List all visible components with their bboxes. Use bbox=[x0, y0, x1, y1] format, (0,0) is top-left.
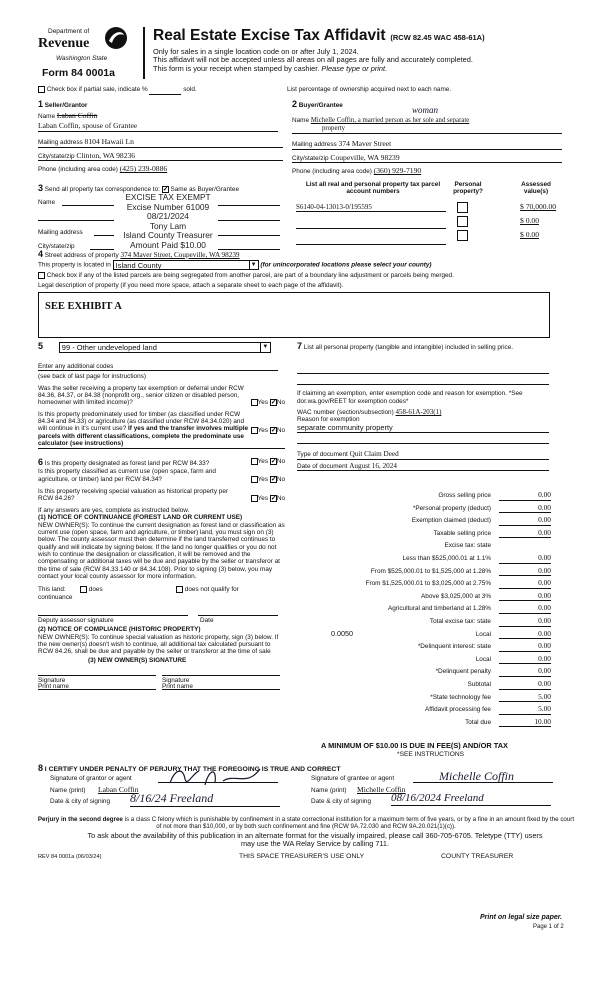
grantee-date-label: Date & city of signing bbox=[311, 798, 372, 805]
calc-label: Subtotal bbox=[467, 681, 491, 688]
calc-value[interactable]: 0.00 bbox=[499, 680, 551, 690]
buyer-name-field[interactable]: Michelle Coffin, a married person as her sole and separate bbox=[310, 117, 470, 125]
chevron-down-icon[interactable]: ▼ bbox=[249, 261, 258, 270]
historic-no-checkbox[interactable] bbox=[270, 495, 277, 502]
calc-label: Less than $525,000.01 at 1.1% bbox=[402, 555, 491, 562]
calc-label: Total excise tax: state bbox=[429, 618, 491, 625]
buyer-name-line2-row bbox=[292, 125, 562, 134]
calc-value[interactable]: 0.00 bbox=[499, 504, 551, 514]
buyer-phone-row bbox=[292, 167, 562, 176]
grantee-date-field[interactable]: 08/16/2024 Freeland bbox=[391, 792, 551, 806]
revenue-swoosh-icon bbox=[104, 25, 128, 51]
calc-label: Above $3,025,000 at 3% bbox=[421, 592, 491, 600]
grantor-sig-row bbox=[50, 775, 290, 787]
q-timber-text: Is this property predominately used for timber (as classified under RCW 84.34 and 84.33) or agriculture (as classified under RCW 84.34.020) and will continue in it's current use? bbox=[38, 410, 245, 433]
q-forest-answers bbox=[251, 458, 285, 466]
calc-row bbox=[297, 655, 551, 668]
seller-city-row bbox=[38, 152, 283, 162]
corr-mailing-label: Mailing address bbox=[38, 229, 83, 236]
corr-blank-line[interactable] bbox=[38, 220, 114, 221]
same-as-buyer-label: Same as Buyer/Grantee bbox=[170, 186, 240, 193]
ownership-pct-note: List percentage of ownership acquired next to each name. bbox=[287, 86, 452, 93]
parcel-number: S6140-04-13013-0/195595 bbox=[296, 203, 372, 211]
q2-yes-checkbox[interactable] bbox=[251, 427, 258, 434]
calc-row bbox=[297, 567, 551, 580]
codes-sub: (see back of last page for instructions) bbox=[38, 373, 146, 381]
buyer-mailing-label: Mailing address bbox=[292, 140, 337, 148]
use-code-row bbox=[38, 341, 285, 353]
notice3-title: (3) NEW OWNER(S) SIGNATURE bbox=[88, 656, 187, 664]
buyer-name-line2[interactable]: property bbox=[322, 125, 346, 133]
calc-row bbox=[297, 680, 551, 693]
deputy-date-label: Date bbox=[200, 617, 214, 625]
calc-value[interactable]: 0.00 bbox=[499, 579, 551, 589]
perjury-bold: Perjury in the second degree bbox=[37, 816, 123, 823]
dept-line1: Department of bbox=[48, 28, 90, 35]
calc-row bbox=[297, 617, 551, 630]
seller-mailing-field[interactable]: 8104 Hawaii Ln bbox=[84, 136, 134, 146]
no-label: No bbox=[276, 426, 285, 434]
grantor-date-row bbox=[50, 791, 290, 811]
personal-property-checkbox[interactable] bbox=[457, 202, 468, 213]
form-number: Form 84 0001a bbox=[42, 67, 115, 79]
codes-label: Enter any additional codes bbox=[38, 362, 114, 370]
this-land-label: This land: bbox=[38, 586, 66, 594]
q-timber-ag bbox=[38, 411, 285, 450]
header-line3 bbox=[153, 65, 573, 74]
calc-value[interactable]: 0.00 bbox=[499, 604, 551, 614]
grantee-signature-block bbox=[311, 769, 561, 811]
doc-type-label: Type of document bbox=[297, 451, 348, 459]
local-rate: 0.0050 bbox=[331, 628, 353, 638]
new-owner-sig-row bbox=[38, 664, 285, 692]
see-instructions: *SEE INSTRUCTIONS bbox=[397, 751, 465, 758]
calc-row bbox=[297, 592, 551, 605]
calc-value[interactable]: 0.00 bbox=[499, 655, 551, 665]
codes-row[interactable] bbox=[38, 363, 278, 371]
q-exemption-answers bbox=[251, 399, 285, 407]
calc-label: Affidavit processing fee bbox=[425, 706, 491, 714]
perjury-text: is a class C felony which is punishable by confinement in a state correctional institution for a maximum term of five years, or by a fine in an amount fixed by the court of not more than $10,000, or by both such confinement and fine (RCW 9A.72.030 and RCW 9A.20.021(1)(c)). bbox=[122, 816, 575, 831]
stamp-line5: Island County Treasurer bbox=[123, 230, 213, 241]
certify-statement: I CERTIFY UNDER PENALTY OF PERJURY THAT THE FOREGOING IS TRUE AND CORRECT bbox=[44, 766, 341, 773]
legal-description-box[interactable] bbox=[38, 292, 550, 338]
page-number: Page 1 of 2 bbox=[533, 924, 564, 930]
grantee-name-label: Name (print) bbox=[311, 787, 347, 794]
page-title: Real Estate Excise Tax Affidavit bbox=[153, 27, 386, 44]
buyer-section bbox=[292, 99, 562, 176]
no-label: No bbox=[276, 495, 285, 503]
seller-name-label: Name bbox=[38, 113, 56, 121]
seller-city-label: City/state/zip bbox=[38, 152, 75, 160]
street-label: Street address of property bbox=[44, 252, 119, 259]
yes-label: Yes bbox=[257, 458, 269, 466]
personal-property-line-2[interactable] bbox=[297, 384, 549, 385]
doc-date-row bbox=[297, 462, 549, 471]
deputy-date-line[interactable] bbox=[198, 615, 278, 616]
buyer-heading-label: Buyer/Grantee bbox=[298, 102, 343, 109]
continuance-label: continuance bbox=[38, 594, 73, 602]
legal-description-value: SEE EXHIBIT A bbox=[45, 301, 122, 313]
correspondence-num: 3 bbox=[38, 183, 44, 193]
deputy-sig-row bbox=[38, 604, 285, 626]
q-forest-land bbox=[38, 457, 285, 467]
calc-label: Excise tax: state bbox=[444, 542, 491, 550]
parcel-col1-header: List all real and personal property tax parcel account numbers bbox=[305, 181, 441, 196]
county-select-value: Island County bbox=[115, 261, 162, 271]
calc-row bbox=[297, 642, 551, 655]
revenue-logo bbox=[38, 25, 138, 83]
notice1-title: (1) NOTICE OF CONTINUANCE (FOREST LAND OR CURRENT USE) bbox=[38, 514, 243, 522]
calc-value[interactable]: 0.00 bbox=[499, 617, 551, 627]
buyer-city-field[interactable]: Coupeville, WA 98239 bbox=[330, 152, 400, 162]
calc-row bbox=[297, 705, 551, 718]
exempt-stamp bbox=[118, 193, 218, 251]
q-timber-bold: If yes and the transfer involves multiple parcels with different classifications, complete the predominate use calculator (see instructions) bbox=[38, 425, 249, 448]
grantor-date-label: Date & city of signing bbox=[50, 798, 111, 805]
q-current-use-text: Is this property classified as current use (open space, farm and agriculture, or timber) land per RCW 84.34? bbox=[38, 468, 216, 483]
calc-label: Local bbox=[475, 630, 491, 638]
segregated-checkbox[interactable] bbox=[38, 272, 45, 279]
calc-row bbox=[297, 504, 551, 517]
calc-value[interactable]: 5.00 bbox=[499, 693, 551, 703]
calc-value[interactable]: 0.00 bbox=[499, 491, 551, 501]
segregated-label: Check box if any of the listed parcels are being segregated from another parcel, are part of a boundary line adjustment or parcels being merged. bbox=[46, 272, 454, 280]
form-title-block bbox=[153, 27, 573, 73]
buyer-phone-label: Phone (including area code) bbox=[292, 168, 372, 176]
does-not-option bbox=[176, 586, 239, 594]
use-code-value: 99 - Other undeveloped land bbox=[61, 342, 157, 352]
located-label: This property is located in bbox=[38, 262, 111, 270]
wac-row bbox=[297, 408, 549, 416]
seller-heading bbox=[38, 99, 283, 109]
section7-num: 7 bbox=[297, 341, 303, 351]
owner-sig-line-2[interactable] bbox=[162, 675, 280, 676]
no-label: No bbox=[276, 458, 285, 466]
stamp-line3: 08/21/2024 bbox=[147, 211, 189, 222]
calc-value[interactable]: 5.00 bbox=[499, 705, 551, 715]
calc-row bbox=[297, 604, 551, 617]
calc-label: Local bbox=[475, 655, 491, 663]
calc-row bbox=[297, 491, 551, 504]
q-historic-text: Is this property receiving special valuation as historical property per RCW 84.26? bbox=[38, 488, 229, 503]
exemption-claim-label: If claiming an exemption, enter exemption code and reason for exemption. *See dor.wa.gov/REET for exemption codes* bbox=[297, 390, 523, 405]
header-line1: Only for sales in a single location code on or after July 1, 2024. bbox=[153, 46, 359, 56]
corr-name-label: Name bbox=[38, 199, 56, 206]
seller-city-field[interactable]: Clinton, WA 98236 bbox=[76, 150, 136, 160]
q-timber-answers bbox=[251, 427, 285, 435]
seller-heading-label: Seller/Grantor bbox=[44, 102, 88, 109]
street-field[interactable]: 374 Maver Street, Coupeville, WA 98239 bbox=[120, 251, 240, 259]
buyer-handwritten-insert: woman bbox=[412, 105, 439, 115]
reason-label: Reason for exemption bbox=[297, 416, 360, 424]
parcel-row[interactable] bbox=[296, 221, 446, 229]
wac-label: WAC number (section/subsection) bbox=[297, 409, 394, 417]
correspondence-section bbox=[38, 183, 288, 250]
corr-blank-line-2[interactable] bbox=[218, 220, 280, 221]
deputy-sig-label: Deputy assessor signature bbox=[38, 617, 114, 625]
doc-type-row bbox=[297, 450, 549, 459]
q-exemption-text: Was the seller receiving a property tax exemption or deferral under RCW 84.36, 84.37, or 84.38 (nonprofit org., senior citizen or disabled person, homeowner with limited income)? bbox=[38, 384, 244, 407]
section6-num: 6 bbox=[38, 457, 44, 467]
corr-name-field-2[interactable] bbox=[218, 205, 280, 206]
calc-value[interactable]: 0.00 bbox=[499, 592, 551, 602]
parcel-col3-header: Assessed value(s) bbox=[521, 181, 551, 196]
wac-field[interactable]: 458-61A-203(1) bbox=[395, 408, 442, 417]
seller-name-line2-row bbox=[38, 122, 278, 132]
notice2-title: (2) NOTICE OF COMPLIANCE (HISTORIC PROPERTY) bbox=[38, 626, 201, 634]
calc-label: *State technology fee bbox=[430, 693, 491, 701]
calc-value[interactable]: 0.00 bbox=[499, 529, 551, 539]
section8-num: 8 bbox=[38, 763, 44, 773]
calc-value[interactable]: 0.00 bbox=[499, 567, 551, 577]
availability-note: To ask about the availability of this publication in an alternate format for the visually impaired, please call 360-705-6705. Teletype (TTY) users may use the WA Relay Service by calling 711. bbox=[87, 831, 543, 848]
grantee-name-field[interactable]: Michelle Coffin bbox=[357, 785, 406, 794]
forest-yes-checkbox[interactable] bbox=[251, 458, 258, 465]
header-line2: This affidavit will not be accepted unless all areas on all pages are fully and accurately completed. bbox=[153, 55, 473, 65]
seller-section bbox=[38, 99, 283, 174]
buyer-city-label: City/state/zip bbox=[292, 154, 329, 162]
personal-property-row bbox=[297, 341, 549, 351]
buyer-heading-num: 2 bbox=[292, 99, 298, 109]
calc-row bbox=[297, 541, 551, 554]
current-use-yes-checkbox[interactable] bbox=[251, 476, 258, 483]
unincorporated-note: (for unincorporated locations please select your county) bbox=[260, 262, 432, 270]
calc-row bbox=[297, 630, 551, 643]
seller-phone-label: Phone (including area code) bbox=[38, 166, 118, 174]
stamp-line4: Tony Lam bbox=[149, 220, 187, 231]
stamp-line6: Amount Paid $10.00 bbox=[130, 239, 206, 250]
calc-label: Total due bbox=[465, 718, 491, 726]
grantee-sig-label: Signature of grantee or agent bbox=[311, 775, 395, 782]
calc-label: From $525,000.01 to $1,525,000 at 1.28% bbox=[370, 567, 491, 575]
partial-sale-label-a: Check box if partial sale, indicate % bbox=[46, 86, 148, 94]
seller-name-row bbox=[38, 112, 283, 121]
header-line3b: Please type or print. bbox=[321, 63, 388, 73]
corr-city-label: City/state/zip bbox=[38, 243, 75, 250]
calc-label: Agricultural and timberland at 1.28% bbox=[387, 605, 491, 613]
treasurer-use-label: THIS SPACE TREASURER'S USE ONLY bbox=[239, 853, 365, 860]
land-qualify-row bbox=[38, 586, 285, 604]
q2-no-checkbox[interactable] bbox=[270, 427, 277, 434]
calc-value[interactable]: 10.00 bbox=[499, 718, 551, 728]
grantor-sig-label: Signature of grantor or agent bbox=[50, 775, 132, 782]
corr-mailing-field-2[interactable] bbox=[218, 235, 280, 236]
grantee-signature: Michelle Coffin bbox=[439, 769, 514, 783]
legal-label: Legal description of property (if you need more space, attach a separate sheet to each page of the affidavit). bbox=[38, 281, 344, 289]
q-current-use bbox=[38, 468, 285, 483]
no-label: No bbox=[276, 475, 285, 483]
q-forest-text: Is this property designated as forest land per RCW 84.33? bbox=[44, 460, 210, 467]
calc-label: From $1,525,000.01 to $3,025,000 at 2.75% bbox=[365, 580, 491, 588]
calc-row bbox=[297, 579, 551, 592]
personal-property-line-1[interactable] bbox=[297, 373, 549, 374]
seller-heading-num: 1 bbox=[38, 99, 44, 109]
buyer-name-row bbox=[292, 117, 562, 125]
q-current-use-answers bbox=[251, 476, 285, 484]
notice2-body: NEW OWNER(S): To continue special valuation as historic property, sign (3) below. If the new owner(s) doesn't wish to continue, all additional tax calculated pursuant to RCW 84.26, shall be due and payable by the seller or transferor at the time of sale bbox=[38, 633, 279, 656]
header-line3a: This form is your receipt when stamped by cashier. bbox=[153, 63, 322, 73]
doc-type-field[interactable]: Quit Claim Deed bbox=[349, 450, 399, 459]
personal-property-checkbox[interactable] bbox=[457, 230, 468, 241]
calc-value[interactable]: 0.00 bbox=[499, 642, 551, 652]
parcel-row[interactable] bbox=[296, 237, 446, 245]
does-option bbox=[80, 586, 103, 594]
county-treasurer-label: COUNTY TREASURER bbox=[441, 853, 514, 860]
owner-signature-label-2: Signature bbox=[162, 677, 190, 685]
reason-line-2[interactable] bbox=[297, 443, 549, 444]
does-checkbox[interactable] bbox=[80, 586, 87, 593]
calc-value[interactable]: 0.00 bbox=[499, 554, 551, 564]
title-rcw: (RCW 82.45 WAC 458-61A) bbox=[390, 33, 485, 42]
does-not-checkbox[interactable] bbox=[176, 586, 183, 593]
buyer-phone-field[interactable]: (360) 929-7190 bbox=[373, 166, 422, 176]
q-exemption-deferral bbox=[38, 385, 285, 407]
yes-label: Yes bbox=[257, 475, 269, 483]
calc-value[interactable]: 0.00 bbox=[499, 667, 551, 677]
calc-value[interactable]: 0.00 bbox=[499, 516, 551, 526]
section7 bbox=[297, 341, 549, 471]
assessed-value[interactable]: $ 70,000.00 bbox=[520, 202, 557, 211]
calc-row bbox=[297, 693, 551, 706]
section5-num: 5 bbox=[38, 341, 44, 351]
seller-name-line2[interactable]: Laban Coffin, spouse of Grantee bbox=[38, 121, 138, 131]
owner-signature-label: Signature bbox=[38, 677, 66, 685]
partial-sale-label-b: sold. bbox=[183, 86, 197, 94]
owner-sig-line-1[interactable] bbox=[38, 675, 156, 676]
calc-label: *Personal property (deduct) bbox=[412, 504, 491, 512]
buyer-city-row bbox=[292, 154, 562, 164]
section5 bbox=[38, 341, 285, 449]
segregated-row bbox=[38, 272, 568, 280]
owner-print-label-2: Print name bbox=[162, 683, 193, 691]
location-section bbox=[38, 249, 568, 338]
calc-row bbox=[297, 529, 551, 542]
calc-label: Taxable selling price bbox=[433, 529, 491, 537]
chevron-down-icon[interactable]: ▼ bbox=[260, 343, 270, 353]
minimum-due-note: A MINIMUM OF $10.00 IS DUE IN FEE(S) AND/OR TAX bbox=[321, 741, 508, 750]
buyer-name-label: Name bbox=[292, 117, 310, 125]
assessed-value[interactable]: $ 0.00 bbox=[520, 230, 539, 239]
buyer-mailing-field[interactable]: 374 Maver Street bbox=[338, 138, 392, 148]
historic-yes-checkbox[interactable] bbox=[251, 495, 258, 502]
buyer-mailing-row bbox=[292, 140, 562, 150]
seller-phone-field[interactable]: (425) 239-0886 bbox=[119, 164, 168, 174]
current-use-no-checkbox[interactable] bbox=[270, 476, 277, 483]
calc-row bbox=[297, 554, 551, 567]
personal-property-label: List all personal property (tangible and intangible) included in selling price. bbox=[303, 344, 514, 351]
grantor-signature-block bbox=[50, 775, 290, 811]
q1-no-checkbox[interactable] bbox=[270, 399, 277, 406]
calc-row bbox=[297, 667, 551, 680]
rev-number: REV 84 0001a (06/03/24) bbox=[38, 854, 102, 860]
does-not-label: does not qualify for bbox=[184, 586, 239, 594]
yes-label: Yes bbox=[257, 399, 269, 407]
stamp-line2: Excise Number 61009 bbox=[126, 201, 210, 212]
calc-label: Gross selling price bbox=[438, 492, 491, 499]
partial-sale-pct-field[interactable] bbox=[149, 86, 181, 94]
grantor-date-field[interactable]: 8/16/24 Freeland bbox=[130, 792, 280, 807]
notice1-body: NEW OWNER(S): To continue the current designation as forest land or classification as current use (open space, farm and agriculture, or timber) land, you must sign on (3) below. The county assessor must then determine if the land transferred continues to qualify and will indicate by signing below. If the land no longer qualifies or you do not wish to continue the designation or classification, it will be removed and the compensating or additional taxes will be due and payable by the seller or transferor at the time of sale (RCW 84.33.140 or 84.34.108). Prior to signing (3) below, you may contact your local county assessor for more information. bbox=[38, 521, 285, 581]
dept-state: Washington State bbox=[56, 55, 108, 62]
corr-mailing-field[interactable] bbox=[94, 235, 114, 236]
calc-row bbox=[297, 718, 551, 731]
correspondence-text: Send all property tax correspondence to: bbox=[44, 186, 160, 193]
q-historic bbox=[38, 488, 285, 503]
legal-size-note: Print on legal size paper. bbox=[480, 914, 563, 921]
q1-yes-checkbox[interactable] bbox=[251, 399, 258, 406]
seller-name-field[interactable]: Laban Coffin bbox=[56, 111, 98, 121]
calc-value[interactable]: 0.00 bbox=[499, 630, 551, 640]
reason-value: separate community property bbox=[297, 422, 393, 432]
calc-row bbox=[297, 516, 551, 529]
corr-name-field[interactable] bbox=[62, 205, 114, 206]
section6 bbox=[38, 457, 285, 692]
q-historic-answers bbox=[251, 495, 285, 503]
does-label: does bbox=[88, 586, 103, 594]
location-num: 4 bbox=[38, 249, 44, 259]
county-select[interactable] bbox=[113, 260, 259, 270]
yes-label: Yes bbox=[257, 495, 269, 503]
dept-name: Revenue bbox=[38, 36, 90, 51]
assessed-value[interactable]: $ 0.00 bbox=[520, 216, 539, 225]
located-row bbox=[38, 260, 568, 270]
parcel-col2-header: Personal property? bbox=[453, 181, 483, 196]
calc-label: *Delinquent penalty bbox=[435, 668, 491, 676]
grantor-name-label: Name (print) bbox=[50, 787, 86, 794]
street-row bbox=[38, 249, 568, 259]
perjury-warning bbox=[36, 816, 576, 831]
seller-mailing-row bbox=[38, 138, 283, 148]
calc-label: *Delinquent interest: state bbox=[417, 643, 491, 651]
owner-print-label: Print name bbox=[38, 683, 69, 691]
grantee-date-row bbox=[311, 792, 561, 811]
seller-mailing-label: Mailing address bbox=[38, 138, 83, 146]
grantee-sig-row bbox=[311, 769, 561, 787]
personal-property-checkbox[interactable] bbox=[457, 216, 468, 227]
yes-label: Yes bbox=[257, 426, 269, 434]
forest-no-checkbox[interactable] bbox=[270, 458, 277, 465]
doc-date-label: Date of document bbox=[297, 462, 348, 470]
doc-date-field[interactable]: August 16, 2024 bbox=[349, 461, 397, 470]
header-divider bbox=[143, 27, 145, 79]
no-label: No bbox=[276, 399, 285, 407]
reason-field[interactable] bbox=[297, 424, 549, 434]
grantor-name-field[interactable]: Laban Coffin bbox=[98, 785, 139, 794]
parcel-row[interactable] bbox=[296, 203, 446, 212]
if-yes-note: If any answers are yes, complete as instructed below. bbox=[38, 506, 190, 514]
stamp-line1: EXCISE TAX EXEMPT bbox=[125, 192, 211, 202]
deputy-sig-line[interactable] bbox=[38, 615, 188, 616]
partial-sale-checkbox[interactable] bbox=[38, 86, 45, 93]
seller-phone-row bbox=[38, 165, 283, 174]
use-code-select[interactable] bbox=[59, 342, 271, 353]
partial-sale-row bbox=[38, 86, 197, 95]
calc-label: Exemption claimed (deduct) bbox=[411, 517, 491, 525]
